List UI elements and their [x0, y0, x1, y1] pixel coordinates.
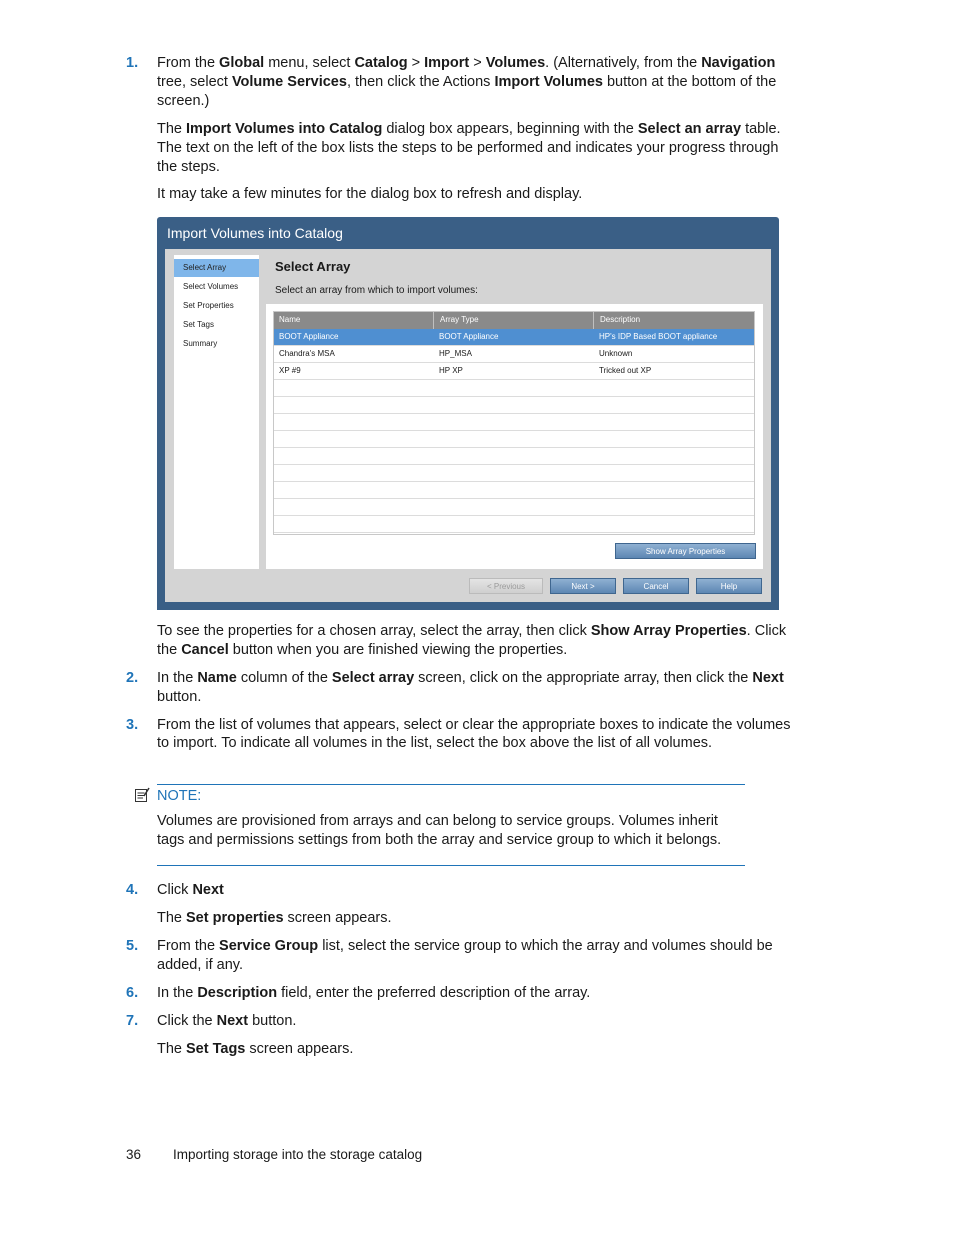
step-number: 5.: [126, 938, 139, 954]
dialog-description-line-3: the steps.: [157, 159, 220, 175]
wizard-step-set-properties[interactable]: Set Properties: [183, 301, 234, 310]
cell-name: Chandra's MSA: [279, 349, 335, 358]
step-7-text: Click the Next button.: [157, 1013, 297, 1029]
step-number: 7.: [126, 1013, 139, 1029]
column-header-name[interactable]: Name: [279, 315, 301, 324]
step-4-text: Click Next: [157, 882, 224, 898]
note-bottom-rule: [157, 865, 745, 866]
dialog-title: Import Volumes into Catalog: [167, 225, 343, 241]
dialog-description-line-2: The text on the left of the box lists the steps to be performed and indicates your progress through: [157, 140, 779, 156]
cell-array-type: HP_MSA: [439, 349, 472, 358]
step-number: 2.: [126, 670, 139, 686]
cell-description: Tricked out XP: [599, 366, 652, 375]
array-table-panel: [266, 304, 763, 569]
cell-array-type: BOOT Appliance: [439, 332, 499, 341]
step-5-line-2: added, if any.: [157, 957, 243, 973]
wizard-step-select-array[interactable]: Select Array: [174, 259, 259, 277]
cancel-button[interactable]: Cancel: [623, 578, 689, 594]
cell-name: XP #9: [279, 366, 301, 375]
table-row[interactable]: [273, 329, 755, 346]
column-header-description[interactable]: Description: [593, 311, 755, 329]
empty-row: [273, 482, 755, 499]
dialog-description-line-1: The Import Volumes into Catalog dialog box appears, beginning with the Select an array table.: [157, 121, 781, 137]
import-volumes-dialog: [157, 217, 779, 610]
select-array-heading: Select Array: [275, 259, 351, 274]
wizard-steps-panel: [174, 255, 259, 569]
wizard-step-summary[interactable]: Summary: [183, 339, 218, 348]
table-header: [273, 311, 755, 329]
step-1-line-1: From the Global menu, select Catalog > Import > Volumes. (Alternatively, from the Navigation: [157, 55, 776, 71]
empty-row: [273, 414, 755, 431]
cell-description: Unknown: [599, 349, 633, 358]
note-icon: [134, 787, 150, 803]
step-number: 3.: [126, 717, 139, 733]
help-button[interactable]: Help: [696, 578, 762, 594]
empty-row: [273, 380, 755, 397]
table-row[interactable]: [273, 363, 755, 380]
select-array-subheading: Select an array from which to import volumes:: [275, 285, 478, 296]
next-button[interactable]: Next >: [550, 578, 616, 594]
step-2-line-2: button.: [157, 689, 202, 705]
step-2-line-1: In the Name column of the Select array screen, click on the appropriate array, then click the Next: [157, 670, 784, 686]
properties-paragraph-line-2: the Cancel button when you are finished viewing the properties.: [157, 642, 568, 658]
cell-name: BOOT Appliance: [279, 332, 339, 341]
step-number: 4.: [126, 882, 139, 898]
note-top-rule: [157, 784, 745, 785]
empty-row: [273, 465, 755, 482]
note-text-line-2: tags and permissions settings from both the array and service group to which it belongs.: [157, 832, 722, 848]
empty-row: [273, 499, 755, 516]
set-tags-note: The Set Tags screen appears.: [157, 1041, 354, 1057]
wizard-step-select-volumes[interactable]: Select Volumes: [183, 282, 239, 291]
step-1-line-2: tree, select Volume Services, then click the Actions Import Volumes button at the bottom of the: [157, 74, 777, 90]
wait-note: It may take a few minutes for the dialog box to refresh and display.: [157, 186, 583, 202]
properties-paragraph-line-1: To see the properties for a chosen array, select the array, then click Show Array Properties. Click: [157, 623, 787, 639]
step-number: 6.: [126, 985, 139, 1001]
note-text-line-1: Volumes are provisioned from arrays and can belong to service groups. Volumes inherit: [157, 813, 718, 829]
empty-row: [273, 448, 755, 465]
previous-button[interactable]: < Previous: [469, 578, 543, 594]
empty-row: [273, 397, 755, 414]
footer-title: Importing storage into the storage catalog: [173, 1147, 423, 1162]
table-row[interactable]: [273, 346, 755, 363]
step-1-line-3: screen.): [157, 93, 210, 109]
show-array-properties-button[interactable]: Show Array Properties: [615, 543, 756, 559]
step-3-line-1: From the list of volumes that appears, select or clear the appropriate boxes to indicate the volumes: [157, 717, 791, 733]
note-label: NOTE:: [157, 788, 202, 804]
step-6-text: In the Description field, enter the preferred description of the array.: [157, 985, 591, 1001]
step-number: 1.: [126, 55, 139, 71]
page-number: 36: [126, 1147, 142, 1162]
set-properties-note: The Set properties screen appears.: [157, 910, 392, 926]
column-header-array-type[interactable]: Array Type: [433, 311, 593, 329]
empty-row: [273, 516, 755, 533]
step-3-line-2: to import. To indicate all volumes in the list, select the box above the list of all volumes.: [157, 735, 713, 751]
dialog-body: [165, 249, 771, 602]
wizard-step-set-tags[interactable]: Set Tags: [183, 320, 214, 329]
cell-array-type: HP XP: [439, 366, 463, 375]
cell-description: HP's IDP Based BOOT appliance: [599, 332, 718, 341]
empty-row: [273, 431, 755, 448]
step-5-line-1: From the Service Group list, select the service group to which the array and volumes should be: [157, 938, 773, 954]
